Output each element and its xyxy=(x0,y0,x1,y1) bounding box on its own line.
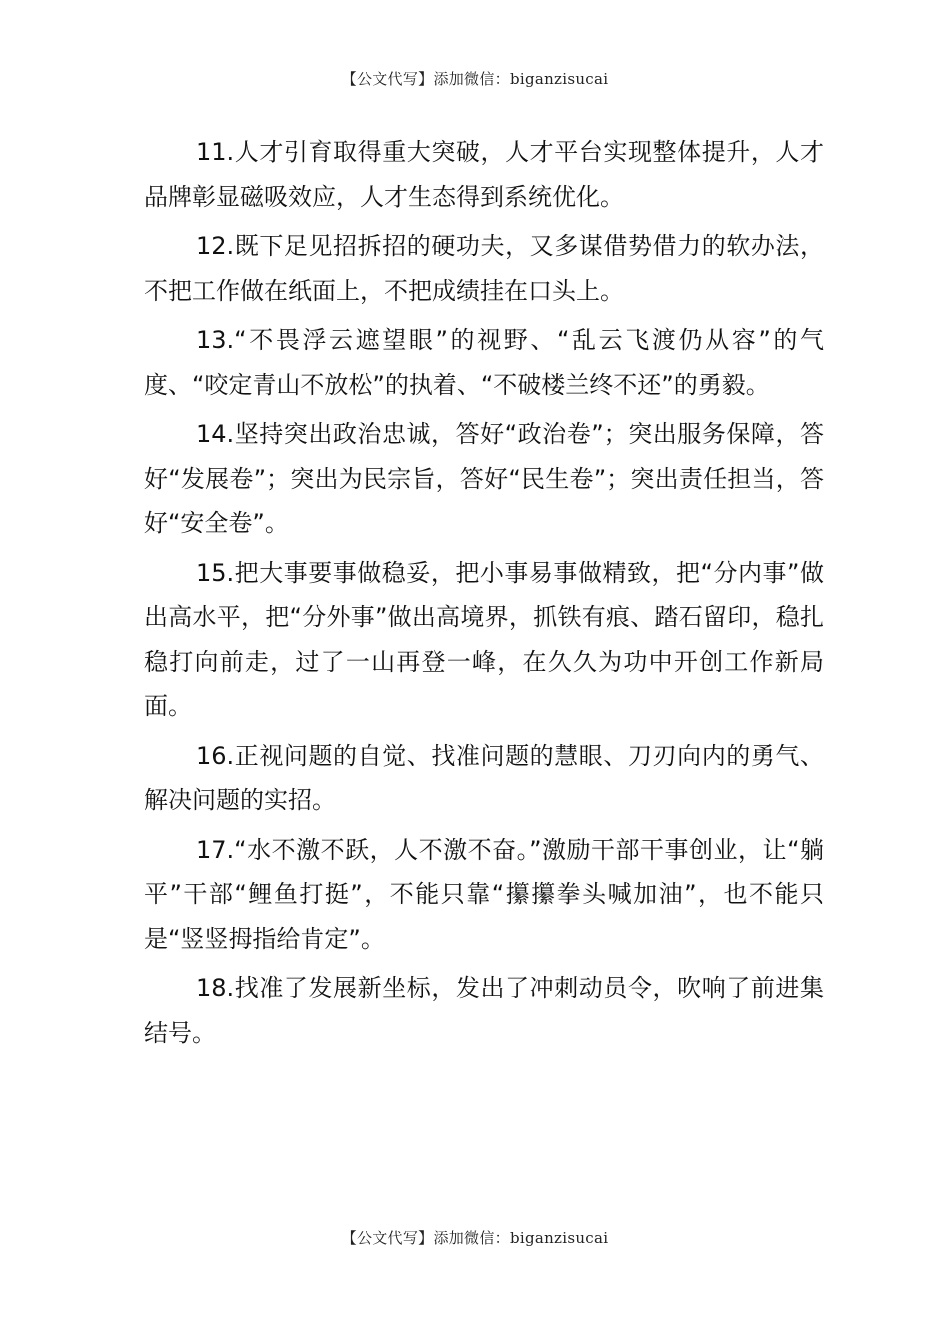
paragraph-14: 14.坚持突出政治忠诚，答好“政治卷”；突出服务保障，答好“发展卷”；突出为民宗旨，答好“民生卷”；突出责任担当，答好“安全卷”。 xyxy=(144,420,824,537)
page-footer: 【公文代写】添加微信：biganzisucai xyxy=(341,1229,609,1247)
page-header: 【公文代写】添加微信：biganzisucai xyxy=(341,70,609,88)
paragraph-11: 11.人才引育取得重大突破，人才平台实现整体提升，人才品牌彰显磁吸效应，人才生态得到系统优化。 xyxy=(144,138,824,211)
paragraph-12: 12.既下足见招拆招的硬功夫，又多谋借势借力的软办法，不把工作做在纸面上，不把成绩挂在口头上。 xyxy=(144,232,824,305)
paragraph-15: 15.把大事要事做稳妥，把小事易事做精致，把“分内事”做出高水平，把“分外事”做出高境界，抓铁有痕、踏石留印，稳扎稳打向前走，过了一山再登一峰，在久久为功中开创工作新局面。 xyxy=(144,558,824,720)
paragraph-18: 18.找准了发展新坐标，发出了冲刺动员令，吹响了前进集结号。 xyxy=(144,974,824,1047)
document-body xyxy=(144,130,824,1060)
paragraph-16: 16.正视问题的自觉、找准问题的慧眼、刀刃向内的勇气、解决问题的实招。 xyxy=(144,741,824,814)
paragraph-17: 17.“水不激不跃，人不激不奋。”激励干部干事创业，让“躺平”干部“鲤鱼打挺”，不能只靠“攥攥拳头喊加油”，也不能只是“竖竖拇指给肯定”。 xyxy=(144,835,824,953)
paragraph-13: 13.“不畏浮云遮望眼”的视野、“乱云飞渡仍从容”的气度、“咬定青山不放松”的执着、“不破楼兰终不还”的勇毅。 xyxy=(144,326,824,399)
